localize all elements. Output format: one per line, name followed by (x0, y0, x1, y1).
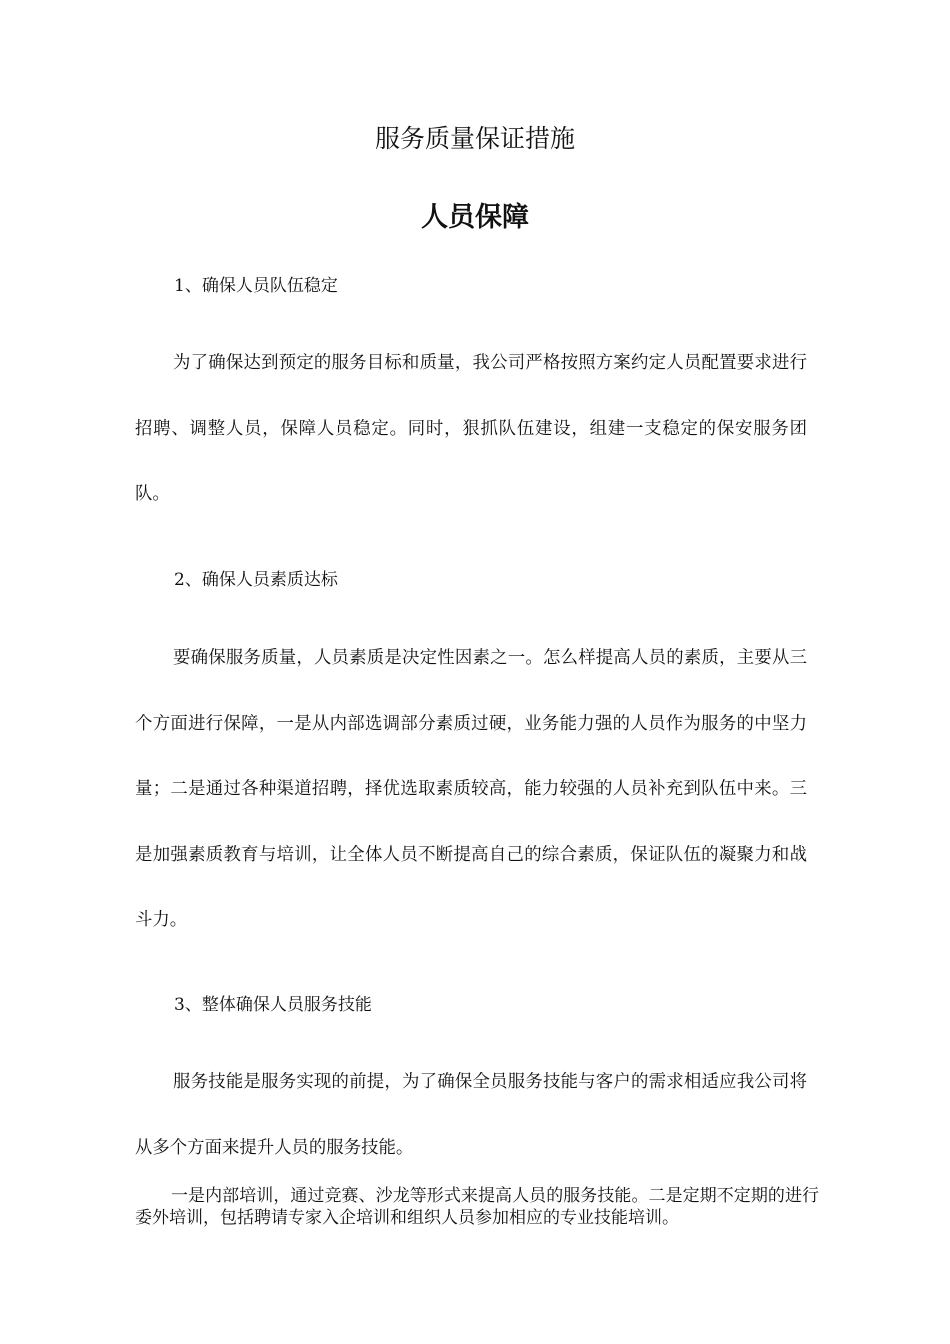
paragraph: 为了确保达到预定的服务目标和质量，我公司严格按照方案约定人员配置要求进行招聘、调整人员，保障人员稳定。同时，狠抓队伍建设，组建一支稳定的保安服务团队。 (135, 353, 807, 505)
item-heading-text: 、确保人员素质达标 (184, 570, 338, 590)
paragraph: 一是内部培训，通过竞赛、沙龙等形式来提高人员的服务技能。二是定期不定期的进行委外培训，包括聘请专家入企培训和组织人员参加相应的专业技能培训。 (135, 1186, 819, 1228)
item-heading-3 (174, 993, 372, 1017)
item-heading-text: 、整体确保人员服务技能 (184, 995, 372, 1015)
item-number: 2 (174, 570, 185, 590)
item-heading-2 (174, 568, 338, 592)
item-heading-text: 、确保人员队伍稳定 (184, 276, 338, 296)
item-number: 1 (174, 276, 185, 296)
item-heading-1 (174, 274, 338, 298)
section-title: 人员保障 (421, 202, 529, 233)
paragraph: 服务技能是服务实现的前提，为了确保全员服务技能与客户的需求相适应我公司将从多个方面来提升人员的服务技能。 (135, 1072, 807, 1158)
paragraph: 要确保服务质量，人员素质是决定性因素之一。怎么样提高人员的素质，主要从三个方面进行保障，一是从内部选调部分素质过硬，业务能力强的人员作为服务的中坚力量；二是通过各种渠道招聘，择优选取素质较高，能力较强的人员补充到队伍中来。三是加强素质教育与培训，让全体人员不断提高自己的综合素质，保证队伍的凝聚力和战斗力。 (135, 648, 807, 931)
item-number: 3 (174, 995, 185, 1015)
document-title: 服务质量保证措施 (374, 124, 575, 153)
